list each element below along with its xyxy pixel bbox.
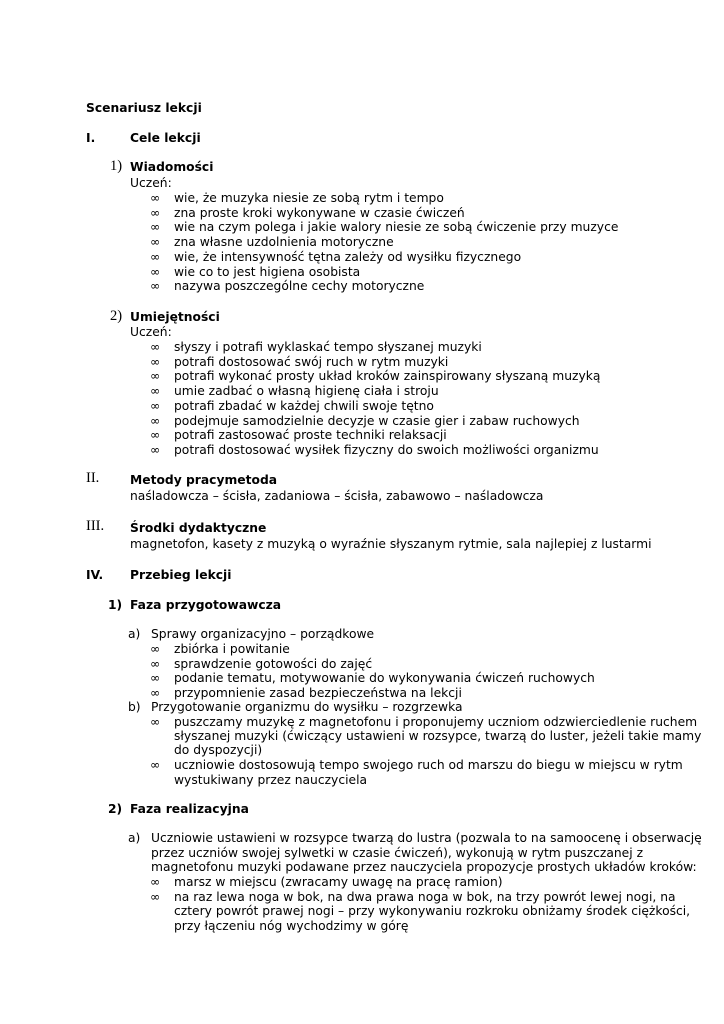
phase-2-title: Faza realizacyjna [130,802,249,816]
infinity-bullet-icon: ∞ [150,235,161,250]
list-item: ∞ podanie tematu, motywowanie do wykonywania ćwiczeń ruchowych [150,671,595,686]
infinity-bullet-icon: ∞ [150,656,161,671]
infinity-bullet-icon: ∞ [150,384,161,399]
list-item: ∞ słyszy i potrafi wyklaskać tempo słyszanej muzyki [150,340,482,354]
infinity-bullet-icon: ∞ [150,340,161,354]
infinity-bullet-icon: ∞ [150,428,161,443]
list-item: ∞ umie zadbać o własną higienę ciała i stroju [150,384,439,399]
list-item: ∞ wie na czym polega i jakie walory niesie ze sobą ćwiczenie przy muzyce [150,220,619,235]
list-item: ∞ wie, że intensywność tętna zależy od wysiłku fizycznego [150,249,522,264]
phase-1-b-text: Przygotowanie organizmu do wysiłku – rozgrzewka [151,700,463,714]
infinity-bullet-icon: ∞ [150,220,161,235]
list-item: ∞ zna proste kroki wykonywane w czasie ćwiczeń [150,205,465,220]
phase-1-b-label: b) [128,700,141,714]
phase-1-title: Faza przygotowawcza [130,598,282,612]
infinity-bullet-icon: ∞ [150,191,161,205]
section-2-title: Metody pracymetoda [130,473,278,487]
infinity-bullet-icon: ∞ [150,715,161,729]
phase-2-a-line-3: magnetofonu muzyki podawane przez nauczyciela propozycje prostych układów kroków: [151,860,697,874]
section-1-number: I. [86,131,96,145]
list-item: ∞ potrafi dostosować swój ruch w rytm muzyki [150,354,449,369]
subsection-wiadomosci-number: 1) [110,158,123,174]
wiadomosci-list [150,191,618,294]
infinity-bullet-icon: ∞ [150,686,161,701]
phase-2-a-label: a) [128,831,141,845]
phase-1-b-item-1-line-1: puszczamy muzykę z magnetofonu i proponujemy uczniom odzwierciedlenie ruchem [174,715,698,729]
list-item: ∞ nazywa poszczególne cechy motoryczne [150,279,425,294]
infinity-bullet-icon: ∞ [150,279,161,294]
infinity-bullet-icon: ∞ [150,354,161,369]
section-1-title: Cele lekcji [130,131,201,145]
list-item: ∞ wie, że muzyka niesie ze sobą rytm i tempo [150,191,444,205]
phase-1-a-list [150,642,595,701]
infinity-bullet-icon: ∞ [150,264,161,279]
section-4-title: Przebieg lekcji [130,568,232,582]
section-3-title: Środki dydaktyczne [130,521,267,535]
infinity-bullet-icon: ∞ [150,642,161,656]
list-item: ∞ potrafi wykonać prosty układ kroków zainspirowany słyszaną muzyką [150,369,601,384]
infinity-bullet-icon: ∞ [150,442,161,457]
phase-1-b-item-2-line-2: wystukiwany przez nauczyciela [174,773,368,787]
section-4-number: IV. [86,568,104,582]
phase-1-number: 1) [108,598,123,612]
document-title: Scenariusz lekcji [86,101,202,115]
section-2-text: naśladowcza – ścisła, zadaniowa – ścisła, zabawowo – naśladowcza [130,489,544,503]
list-item: ∞ przypomnienie zasad bezpieczeństwa na lekcji [150,686,462,701]
phase-1-b-item-1-line-2: słyszanej muzyki (ćwiczący ustawieni w rozsypce, twarzą do luster, jeżeli takie mamy [174,729,702,743]
list-item: ∞ potrafi dostosować wysiłek fizyczny do swoich możliwości organizmu [150,442,599,457]
umiejetnosci-uczen-label: Uczeń: [130,325,172,339]
phase-2-item-2-line-3: przy łączeniu nóg wychodzimy w górę [174,919,409,933]
infinity-bullet-icon: ∞ [150,758,161,772]
infinity-bullet-icon: ∞ [150,249,161,264]
phase-2-number: 2) [108,802,123,816]
phase-2-item-2-line-2: cztery powrót prawej nogi – przy wykonywaniu rozkroku obniżamy środek ciężkości, [174,904,691,918]
list-item: ∞ zna własne uzdolnienia motoryczne [150,235,394,250]
subsection-umiejetnosci-number: 2) [110,308,123,324]
infinity-bullet-icon: ∞ [150,398,161,413]
phase-2-item-1: marsz w miejscu (zwracamy uwagę na pracę ramion) [174,875,503,889]
wiadomosci-uczen-label: Uczeń: [130,176,172,190]
phase-1-a-text: Sprawy organizacyjno – porządkowe [151,627,375,641]
infinity-bullet-icon: ∞ [150,671,161,686]
list-item: ∞ potrafi zastosować proste techniki relaksacji [150,428,447,443]
list-item: ∞ podejmuje samodzielnie decyzje w czasie gier i zabaw ruchowych [150,413,580,428]
list-item: ∞ sprawdzenie gotowości do zajęć [150,656,373,671]
phase-2-a-line-2: przez uczniów swojej sylwetki w czasie ćwiczeń), wykonują w rytm puszczanej z [151,846,644,860]
umiejetnosci-list [150,340,600,458]
section-3-text: magnetofon, kasety z muzyką o wyraźnie słyszanym rytmie, sala najlepiej z lustarmi [130,537,652,551]
section-3-number: III. [86,518,105,534]
list-item: ∞ wie co to jest higiena osobista [150,264,361,279]
infinity-bullet-icon: ∞ [150,205,161,220]
section-2-number: II. [86,470,100,486]
phase-1-b-item-1-line-3: do dyspozycji) [174,743,263,757]
phase-2-item-2-line-1: na raz lewa noga w bok, na dwa prawa noga w bok, na trzy powrót lewej nogi, na [174,890,676,904]
infinity-bullet-icon: ∞ [150,413,161,428]
phase-1-b-item-2-line-1: uczniowie dostosowują tempo swojego ruch od marszu do biegu w miejscu w rytm [174,758,683,772]
subsection-umiejetnosci-title: Umiejętności [130,310,220,324]
subsection-wiadomosci-title: Wiadomości [130,160,214,174]
infinity-bullet-icon: ∞ [150,890,161,904]
infinity-bullet-icon: ∞ [150,875,161,889]
infinity-bullet-icon: ∞ [150,369,161,384]
list-item: ∞ potrafi zbadać w każdej chwili swoje tętno [150,398,434,413]
phase-2-a-line-1: Uczniowie ustawieni w rozsypce twarzą do lustra (pozwala to na samoocenę i obserwację [151,831,702,845]
list-item: ∞ zbiórka i powitanie [150,642,290,656]
phase-1-a-label: a) [128,627,141,641]
